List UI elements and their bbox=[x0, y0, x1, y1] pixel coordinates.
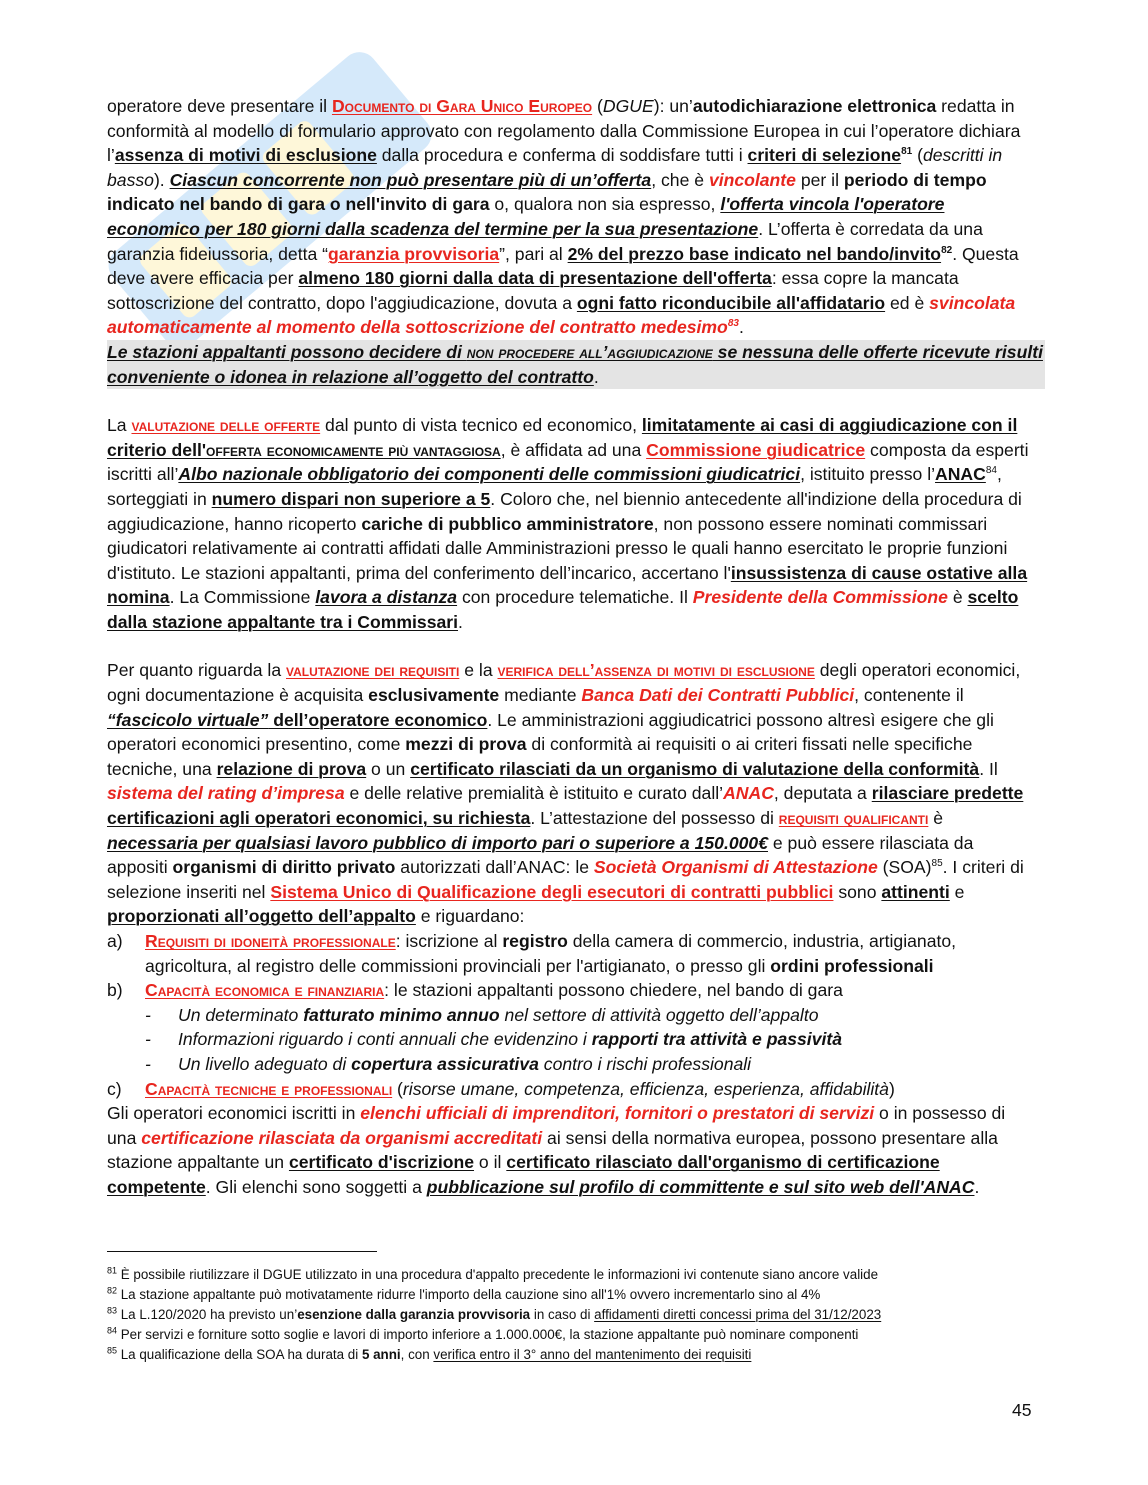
highlighted-note: Le stazioni appaltanti possono decidere di non procedere all’aggiudicazione se nessuna delle offerte ricevute risulti conveniente o idonea in relazione all’oggetto del contratto. bbox=[107, 340, 1045, 389]
footnote-separator bbox=[107, 1251, 377, 1252]
footnote-83: $^{83}$ La L.120/2020 ha previsto un’esenzione dalla garanzia provvisoria in caso di affidamenti diretti concessi prima del 31/12/2023 bbox=[107, 1305, 882, 1322]
list-item-b: b) Capacità economica e finanziaria: le stazioni appaltanti possono chiedere, nel bando di gara bbox=[107, 980, 843, 1001]
page-body bbox=[107, 94, 1043, 1200]
sub-item-conti: - Informazioni riguardo i conti annuali che evidenzino i rapporti tra attività e passività bbox=[145, 1029, 843, 1050]
paragraph-elenchi: Gli operatori economici iscritti in elenchi ufficiali di imprenditori, fornitori o prestatori di servizi o in possesso di una certificazione rilasciata da organismi accreditati ai sensi della normativa europea, possono presentare alla stazione appaltante un certificato d'iscrizione o il certificato rilasciato dall'organismo di certificazione competente. Gli elenchi sono soggetti a pubblicazione sul profilo di committente e sul sito web dell'ANAC. bbox=[107, 1103, 1006, 1197]
list-item-a: a) Requisiti di idoneità professionale: iscrizione al registro della camera di commercio, industria, artigianato, agricoltura, al registro delle commissioni provinciali per l'artigianato, o presso gli ordini professionali bbox=[107, 931, 957, 976]
sub-item-copertura: - Un livello adeguato di copertura assicurativa contro i rischi professionali bbox=[145, 1053, 752, 1074]
list-item-c: c) Capacità tecniche e professionali (risorse umane, competenza, efficienza, esperienza, affidabilità) bbox=[107, 1078, 895, 1099]
dgue-term: Documento di Gara Unico Europeo bbox=[331, 96, 593, 116]
footnote-ref-84: 84 bbox=[985, 465, 997, 477]
footnote-84: $^{84}$ Per servizi e forniture sotto soglie e lavori di importo inferiore a 1.000.000€, la stazione appaltante può nominare componenti bbox=[107, 1325, 859, 1342]
footnotes bbox=[107, 1251, 1035, 1365]
footnote-ref-83: 83 bbox=[727, 318, 739, 330]
footnote-82: $^{82}$ La stazione appaltante può motivatamente ridurre l'importo della cauzione sino all'1% ovvero incrementarlo sino al 4% bbox=[107, 1285, 821, 1302]
footnote-ref-82: 82 bbox=[941, 244, 953, 256]
paragraph-requisiti: Per quanto riguarda la valutazione dei requisiti e la verifica dell’assenza di motivi di esclusione degli operatori economici, ogni documentazione è acquisita esclusivamente mediante Banca Dati dei Contratti Pubblici, contenente il “fascicolo virtuale” dell’operatore economico. Le amministrazioni aggiudicatrici possono altresì esigere che gli operatori economici presentino, come mezzi di prova di conformità ai requisiti o ai criteri fissati nelle specifiche tecniche, una relazione di prova o un certificato rilasciati da un organismo di valutazione della conformità. Il sistema del rating d’impresa e delle relative premialità è istituito e curato dall’ANAC, deputata a rilasciare predette certificazioni agli operatori economici, su richiesta. L’attestazione del possesso di requisiti qualificanti è necessaria per qualsiasi lavoro pubblico di importo pari o superiore a 150.000€ e può essere rilasciata da appositi organismi di diritto privato autorizzati dall’ANAC: le Società Organismi di Attestazione (SOA)$^{85}$. I criteri di selezione inseriti nel Sistema Unico di Qualificazione degli esecutori di contratti pubblici sono attinenti e proporzionati all’oggetto dell’appalto e riguardano: bbox=[107, 660, 1024, 927]
page-number: 45 bbox=[1012, 1400, 1032, 1420]
paragraph-valutazione-offerte: La valutazione delle offerte dal punto di vista tecnico ed economico, limitatamente ai casi di aggiudicazione con il criterio dell'offerta economicamente più vantaggiosa, è affidata ad una Commissione giudicatrice composta da esperti iscritti all’Albo nazionale obbligatorio dei componenti delle commissioni giudicatrici, istituito presso l’ANAC$^{84}$, sorteggiati in numero dispari non superiore a 5. Coloro che, nel biennio antecedente all'indizione della procedura di aggiudicazione, hanno ricoperto cariche di pubblico amministratore, non possono essere nominati commissari giudicatori relativamente ai contratti affidati dalle Amministrazioni presso le quali hanno esercitato le proprie funzioni d'istituto. Le stazioni appaltanti, prima del conferimento dell’incarico, accertano l'insussistenza di cause ostative alla nomina. La Commissione lavora a distanza con procedure telematiche. Il Presidente della Commissione è scelto dalla stazione appaltante tra i Commissari. bbox=[107, 415, 1029, 632]
footnote-85: $^{85}$ La qualificazione della SOA ha durata di 5 anni, con verifica entro il 3° anno del mantenimento dei requisiti bbox=[107, 1345, 752, 1362]
footnote-ref-85: 85 bbox=[931, 858, 943, 870]
paragraph-dgue: operatore deve presentare il Documento di Gara Unico Europeo (DGUE): un’autodichiarazione elettronica redatta in conformità al modello di formulario approvato con regolamento dalla Commissione Europea in cui l’operatore dichiara l’assenza di motivi di esclusione dalla procedura e conferma di soddisfare tutti i criteri di selezione$^{81}$ (descritti in basso). Ciascun concorrente non può presentare più di un’offerta, che è vincolante per il periodo di tempo indicato nel bando di gara o nell'invito di gara o, qualora non sia espresso, l'offerta vincola l'operatore economico per 180 giorni dalla scadenza del termine per la sua presentazione. L’offerta è corredata da una garanzia fideiussoria, detta “garanzia provvisoria”, pari al 2% del prezzo base indicato nel bando/invito$^{82}$. Questa deve avere efficacia per almeno 180 giorni dalla data di presentazione dell'offerta: essa copre la mancata sottoscrizione del contratto, dopo l'aggiudicazione, dovuta a ogni fatto riconducibile all'affidatario ed è svincolata automaticamente al momento della sottoscrizione del contratto medesimo$^{83}$. bbox=[107, 96, 1021, 338]
footnote-81: $^{81}$ È possibile riutilizzare il DGUE utilizzato in una procedura d'appalto precedente le informazioni ivi contenute siano ancore valide bbox=[107, 1265, 879, 1282]
sub-item-fatturato: - Un determinato fatturato minimo annuo nel settore di attività oggetto dell’appalto bbox=[145, 1004, 819, 1025]
footnote-ref-81: 81 bbox=[901, 146, 913, 158]
